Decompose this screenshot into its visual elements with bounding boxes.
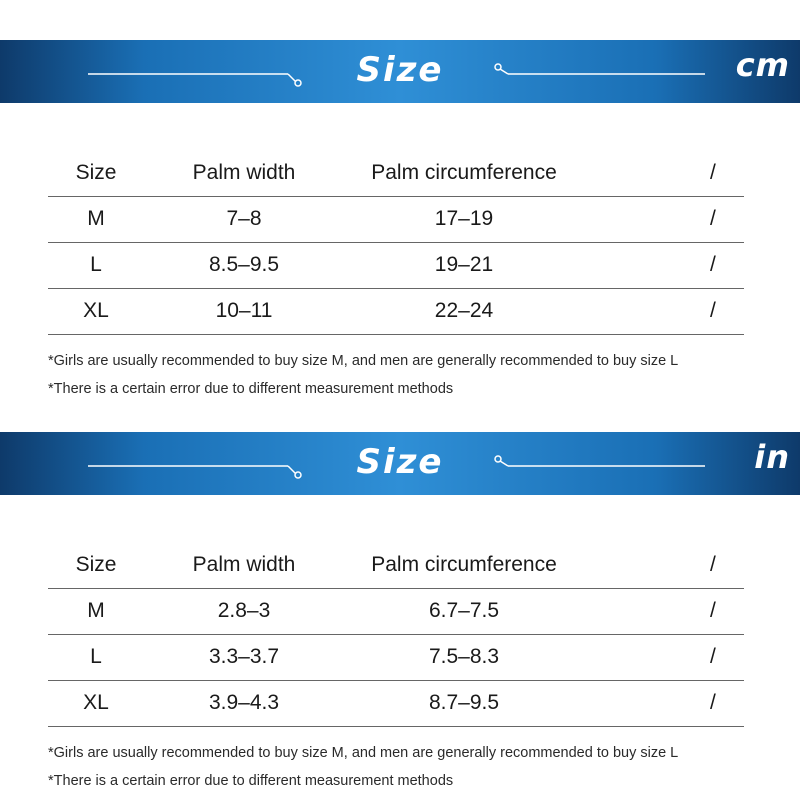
table-row: [48, 242, 744, 288]
table-row: [48, 288, 744, 334]
cell-slash: /: [584, 288, 744, 334]
size-table-in: [48, 542, 744, 727]
header-palm-circumference: Palm circumference: [344, 150, 584, 196]
cell-size: XL: [48, 288, 144, 334]
banner-cm: [0, 40, 800, 103]
cell-size: M: [48, 196, 144, 242]
table-row: [48, 196, 744, 242]
cell-palm-circumference: 22–24: [344, 288, 584, 334]
cell-palm-circumference: 17–19: [344, 196, 584, 242]
table-header-row: [48, 150, 744, 196]
cell-palm-width: 7–8: [144, 196, 344, 242]
cell-size: L: [48, 242, 144, 288]
header-palm-circumference: Palm circumference: [344, 542, 584, 588]
cell-palm-circumference: 19–21: [344, 242, 584, 288]
cell-palm-circumference: 8.7–9.5: [344, 680, 584, 726]
unit-label: in: [754, 438, 790, 476]
header-slash: /: [584, 150, 744, 196]
cell-size: M: [48, 588, 144, 634]
note-measurement-error: *There is a certain error due to different measurement methods: [48, 381, 454, 397]
table-row: [48, 680, 744, 726]
cell-slash: /: [584, 196, 744, 242]
note-recommendation: *Girls are usually recommended to buy size M, and men are generally recommended to buy size L: [48, 745, 679, 761]
banner-title: Size: [356, 442, 444, 482]
table-row: [48, 588, 744, 634]
header-palm-width: Palm width: [144, 150, 344, 196]
banner-in: [0, 432, 800, 495]
cell-size: L: [48, 634, 144, 680]
note-recommendation: *Girls are usually recommended to buy size M, and men are generally recommended to buy size L: [48, 353, 679, 369]
header-slash: /: [584, 542, 744, 588]
cell-slash: /: [584, 242, 744, 288]
cell-palm-width: 10–11: [144, 288, 344, 334]
cell-palm-width: 3.3–3.7: [144, 634, 344, 680]
unit-label: cm: [735, 46, 790, 84]
cell-palm-width: 2.8–3: [144, 588, 344, 634]
size-chart-cm: [0, 0, 800, 397]
cell-palm-circumference: 7.5–8.3: [344, 634, 584, 680]
header-size: Size: [48, 150, 144, 196]
cell-palm-circumference: 6.7–7.5: [344, 588, 584, 634]
cell-slash: /: [584, 634, 744, 680]
cell-palm-width: 3.9–4.3: [144, 680, 344, 726]
table-row: [48, 634, 744, 680]
size-table-cm: [48, 150, 744, 335]
size-chart-in: [0, 392, 800, 789]
cell-slash: /: [584, 588, 744, 634]
header-palm-width: Palm width: [144, 542, 344, 588]
cell-palm-width: 8.5–9.5: [144, 242, 344, 288]
cell-slash: /: [584, 680, 744, 726]
note-measurement-error: *There is a certain error due to different measurement methods: [48, 773, 454, 789]
table-header-row: [48, 542, 744, 588]
header-size: Size: [48, 542, 144, 588]
cell-size: XL: [48, 680, 144, 726]
banner-title: Size: [356, 50, 444, 90]
